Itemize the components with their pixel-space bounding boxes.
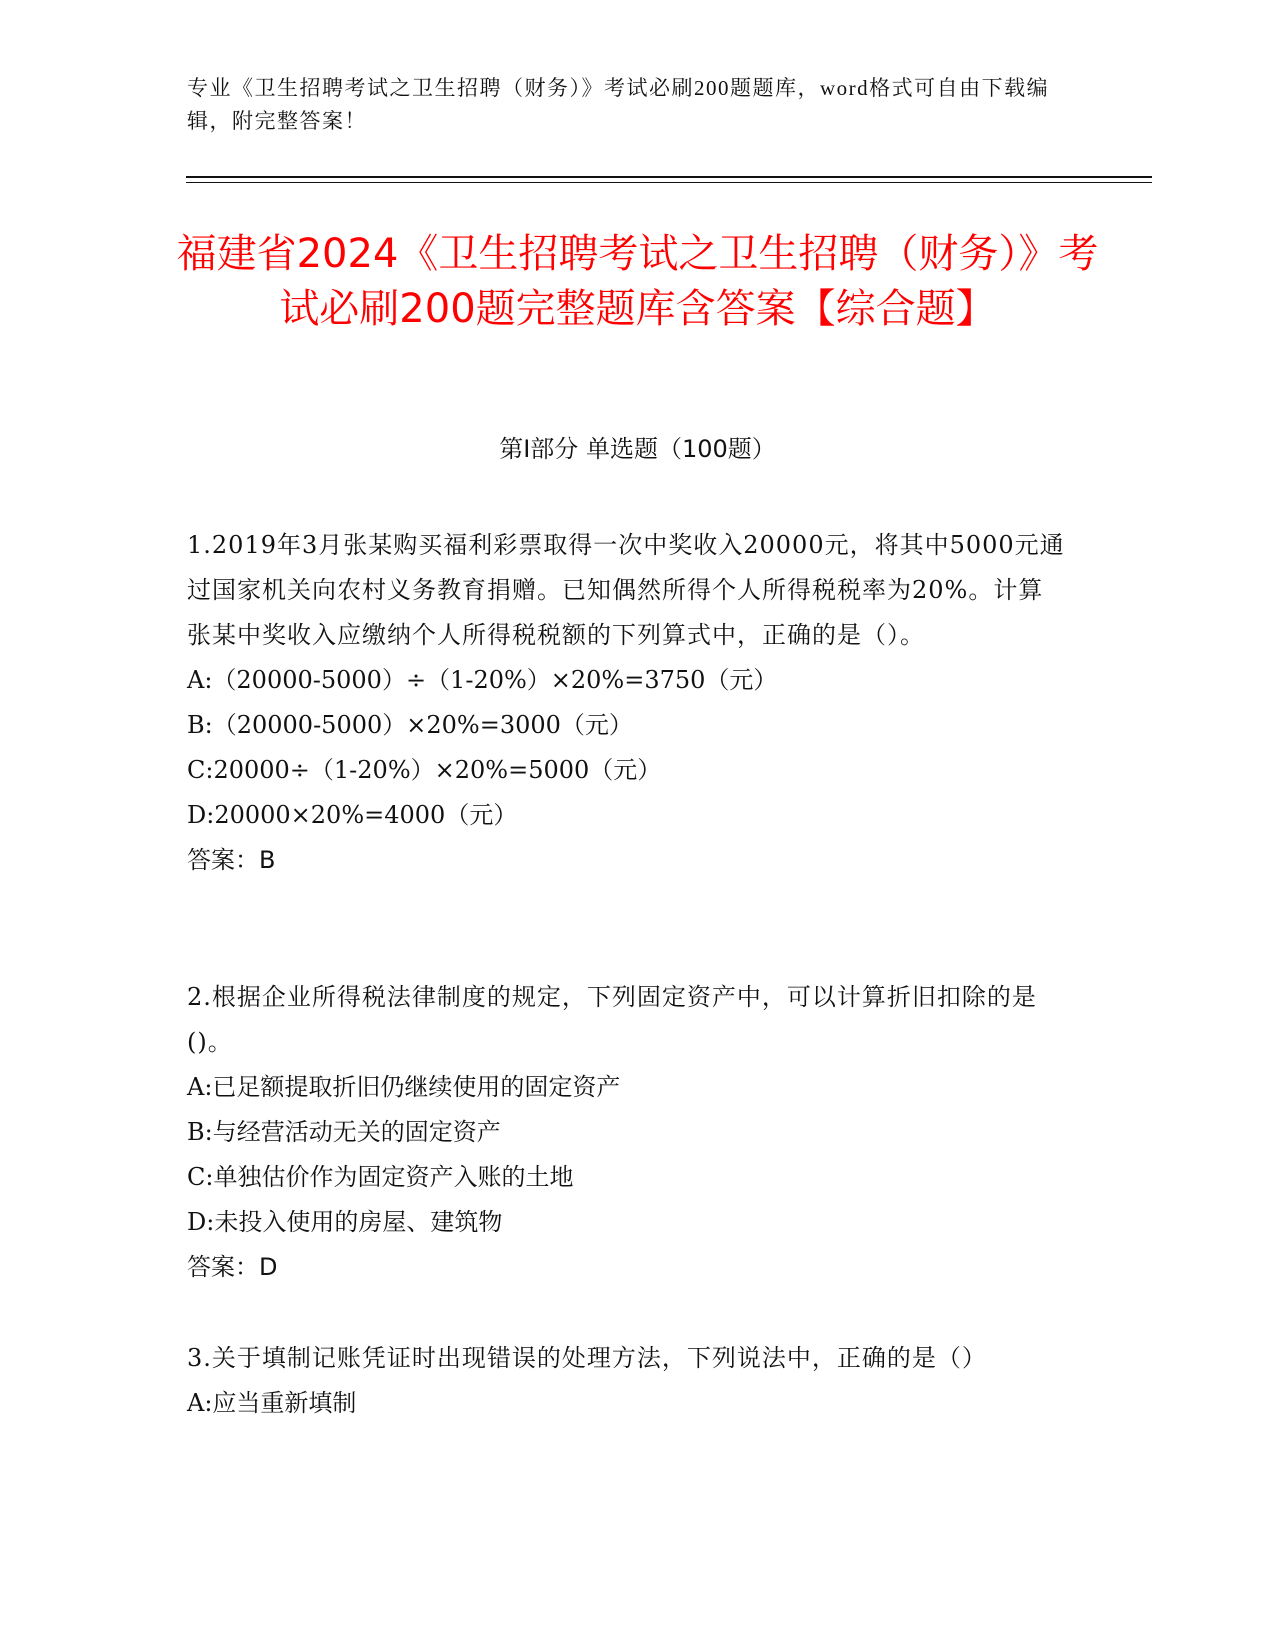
option-c: C:单独估价作为固定资产入账的土地	[187, 1163, 574, 1191]
option-b: B:与经营活动无关的固定资产	[187, 1118, 501, 1146]
section-heading: 第I部分 单选题（100题）	[499, 435, 776, 463]
question-3	[187, 1336, 1067, 1426]
question-1	[187, 523, 1067, 883]
header-divider	[186, 176, 1152, 178]
option-c: C:20000÷（1-20%）×20%=5000（元）	[187, 756, 662, 784]
question-stem: 1.2019年3月张某购买福利彩票取得一次中奖收入20000元，将其中5000元通过国家机关向农村义务教育捐赠。已知偶然所得个人所得税税率为20%。计算张某中奖收入应缴纳个人所得税税额的下列算式中，正确的是（）。	[187, 531, 1065, 649]
question-stem: 2.根据企业所得税法律制度的规定，下列固定资产中，可以计算折旧扣除的是()。	[187, 983, 1037, 1056]
answer: 答案：B	[187, 846, 276, 874]
option-a: A:已足额提取折旧仍继续使用的固定资产	[187, 1073, 621, 1101]
option-a: A:应当重新填制	[187, 1389, 357, 1417]
option-d: D:20000×20%=4000（元）	[187, 801, 518, 829]
option-a: A:（20000-5000）÷（1-20%）×20%=3750（元）	[187, 666, 778, 694]
question-2	[187, 975, 1067, 1290]
header-divider-thin	[186, 182, 1152, 183]
document-title: 福建省2024《卫生招聘考试之卫生招聘（财务）》考试必刷200题完整题库含答案【综合题】	[176, 231, 1099, 332]
header-note: 专业《卫生招聘考试之卫生招聘（财务）》考试必刷200题题库，word格式可自由下载编辑，附完整答案！	[187, 76, 1050, 133]
option-b: B:（20000-5000）×20%=3000（元）	[187, 711, 633, 739]
option-d: D:未投入使用的房屋、建筑物	[187, 1208, 503, 1236]
question-stem: 3.关于填制记账凭证时出现错误的处理方法，下列说法中，正确的是（）	[187, 1344, 987, 1372]
answer: 答案：D	[187, 1253, 278, 1281]
